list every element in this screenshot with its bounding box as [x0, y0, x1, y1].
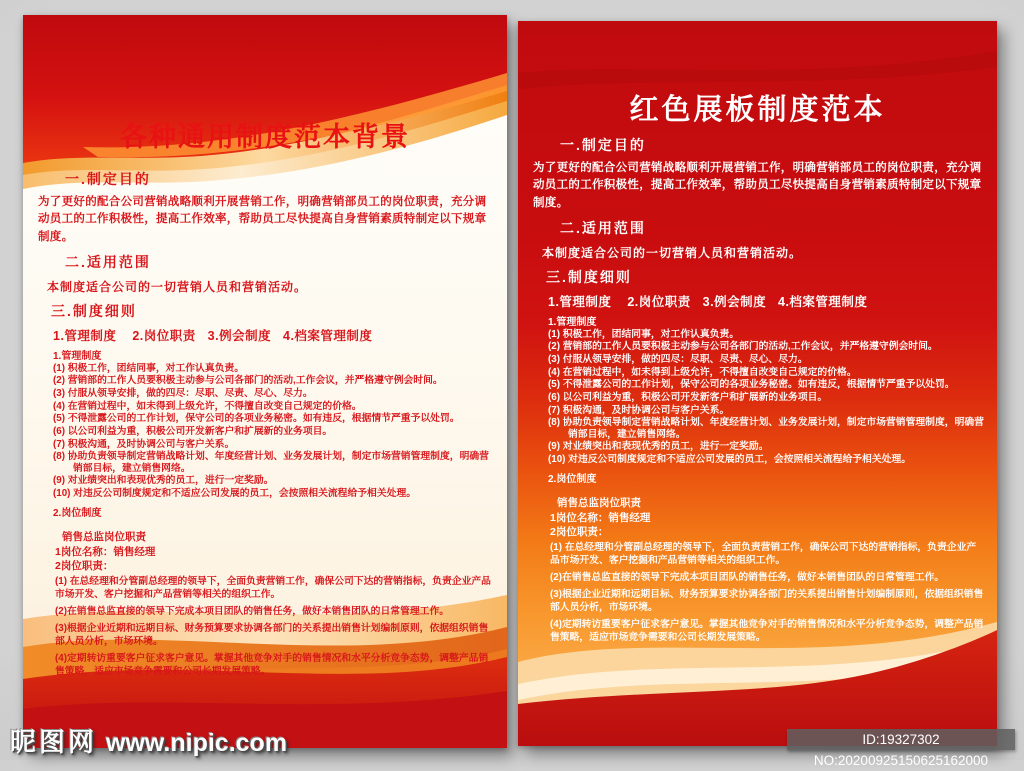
right-poster-body: [533, 129, 985, 649]
rule-item: (8) 协助负责领导制定营销战略计划、年度经营计划、业务发展计划，制定市场营销管理制度，明确营销部目标，建立销售网络。: [548, 417, 984, 440]
section-1-heading: 一.制定目的: [65, 171, 151, 187]
rule-item: (4) 在营销过程中，如未得到上级允许，不得擅自改变自己规定的价格。: [548, 366, 857, 378]
section-2-heading: 二.适用范围: [560, 219, 646, 236]
section-2-heading: 二.适用范围: [65, 253, 151, 270]
duty-item: (1) 在总经理和分管副总经理的领导下，全面负责营销工作，确保公司下达的营销指标，负责企业产品市场开发、客户挖掘和产品营销等相关的组织工作。: [55, 576, 491, 601]
site-watermark: [10, 722, 287, 759]
section-2-text: 本制度适合公司的一切营销人员和营销活动。: [542, 245, 803, 260]
rule-item: (2) 营销部的工作人员要积极主动参与公司各部门的活动,工作会议，并严格遵守例会时间。: [548, 341, 938, 353]
rule-item: (6) 以公司利益为重，积极公司开发新客户和扩展新的业务项目。: [53, 426, 333, 438]
duty-item: (3)根据企业近期和远期目标、财务预算要求协调各部门的关系提出销售计划编制原则，依据组织销售部人员分析，市场环境。: [550, 588, 984, 613]
rule-item: (5) 不得泄露公司的工作计划，保守公司的各项业务秘密。如有违反，根据情节严重予以处罚。: [53, 413, 460, 425]
left-poster-body: [38, 163, 495, 683]
management-subheading: 1.管理制度: [53, 350, 102, 362]
section-1-text: 为了更好的配合公司营销战略顺利开展营销工作，明确营销部员工的岗位职责，充分调动员工的工作积极性，提高工作效率，帮助员工尽快提高自身营销素质特制定以下规章制度。: [38, 196, 487, 243]
rule-item: (2) 营销部的工作人员要积极主动参与公司各部门的活动,工作会议，并严格遵守例会时间。: [53, 375, 443, 387]
duty-item: (1) 在总经理和分管副总经理的领导下，全面负责营销工作，确保公司下达的营销指标，负责企业产品市场开发、客户挖掘和产品营销等相关的组织工作。: [550, 542, 977, 567]
right-poster: [518, 21, 997, 746]
left-poster-title: 各种通用制度范本背景: [120, 122, 410, 152]
left-poster: [23, 15, 507, 748]
duty-item: (2)在销售总监直接的领导下完成本项目团队的销售任务，做好本销售团队的日常管理工作。: [55, 606, 450, 618]
rule-index-line: 1.管理制度 2.岗位职责 3.例会制度 4.档案管理制度: [548, 294, 868, 309]
rule-item: (4) 在营销过程中，如未得到上级允许，不得擅自改变自己规定的价格。: [53, 400, 362, 412]
rule-item: (10) 对违反公司制度规定和不适应公司发展的员工，会按照相关流程给予相关处理。: [53, 487, 417, 499]
section-3-heading: 三.制度细则: [546, 268, 632, 285]
rule-item: (9) 对业绩突出和表现优秀的员工，进行一定奖励。: [548, 441, 769, 453]
right-poster-title: 红色展板制度范本: [629, 94, 886, 126]
rule-item: (1) 积极工作，团结同事，对工作认真负责。: [548, 328, 740, 340]
watermark-url: www.nipic.com: [106, 729, 288, 757]
duty-item: (2)在销售总监直接的领导下完成本项目团队的销售任务，做好本销售团队的日常管理工作。: [550, 572, 945, 584]
section-3-heading: 三.制度细则: [51, 302, 137, 319]
rule-item: (7) 积极沟通，及时协调公司与客户关系。: [53, 438, 235, 450]
rule-item: (1) 积极工作，团结同事，对工作认真负责。: [53, 362, 245, 374]
image-id-badge: ID:19327302 NO:20200925150625162000: [787, 729, 1015, 750]
duty-item: (4)定期转访重要客户征求客户意见。掌握其他竞争对手的销售情况和水平分析竞争态势，调整产品销售策略，适应市场竞争需要和公司长期发展策略。: [550, 618, 984, 643]
duty-resp: 2岗位职责：: [55, 560, 114, 573]
duty-resp: 2岗位职责：: [550, 526, 609, 539]
duty-name: 1岗位名称：销售经理: [550, 511, 651, 524]
rule-item: (3) 付服从领导安排，做的四尽：尽职、尽责、尽心、尽力。: [548, 354, 808, 366]
post-subheading: 2.岗位制度: [53, 507, 102, 519]
rule-item: (6) 以公司利益为重，积极公司开发新客户和扩展新的业务项目。: [548, 392, 828, 404]
duty-item: (4)定期转访重要客户征求客户意见。掌握其他竞争对手的销售情况和水平分析竞争态势，调整产品销售策略，适应市场竞争需要和公司长期发展策略。: [55, 652, 489, 677]
nipic-logo: 昵图网: [10, 727, 98, 757]
rule-item: (5) 不得泄露公司的工作计划，保守公司的各项业务秘密。如有违反，根据情节严重予以处罚。: [548, 379, 955, 391]
rule-index-line: 1.管理制度 2.岗位职责 3.例会制度 4.档案管理制度: [53, 328, 373, 343]
duty-title: 销售总监岗位职责: [557, 496, 641, 509]
management-subheading: 1.管理制度: [548, 316, 597, 328]
rule-item: (10) 对违反公司制度规定和不适应公司发展的员工，会按照相关流程给予相关处理。: [548, 453, 912, 465]
duty-title: 销售总监岗位职责: [62, 530, 146, 543]
section-1-heading: 一.制定目的: [560, 137, 646, 153]
section-2-text: 本制度适合公司的一切营销人员和营销活动。: [47, 279, 308, 294]
rule-item: (3) 付服从领导安排，做的四尽：尽职、尽责、尽心、尽力。: [53, 388, 313, 400]
duty-item: (3)根据企业近期和远期目标、财务预算要求协调各部门的关系提出销售计划编制原则，依据组织销售部人员分析，市场环境。: [55, 622, 489, 647]
section-1-text: 为了更好的配合公司营销战略顺利开展营销工作，明确营销部员工的岗位职责，充分调动员工的工作积极性，提高工作效率，帮助员工尽快提高自身营销素质特制定以下规章制度。: [533, 162, 982, 209]
rule-item: (7) 积极沟通，及时协调公司与客户关系。: [548, 404, 730, 416]
duty-name: 1岗位名称：销售经理: [55, 545, 156, 558]
post-subheading: 2.岗位制度: [548, 473, 597, 485]
rule-item: (9) 对业绩突出和表现优秀的员工，进行一定奖励。: [53, 475, 274, 487]
rule-item: (8) 协助负责领导制定营销战略计划、年度经营计划、业务发展计划，制定市场营销管理制度，明确营销部目标，建立销售网络。: [53, 451, 489, 474]
